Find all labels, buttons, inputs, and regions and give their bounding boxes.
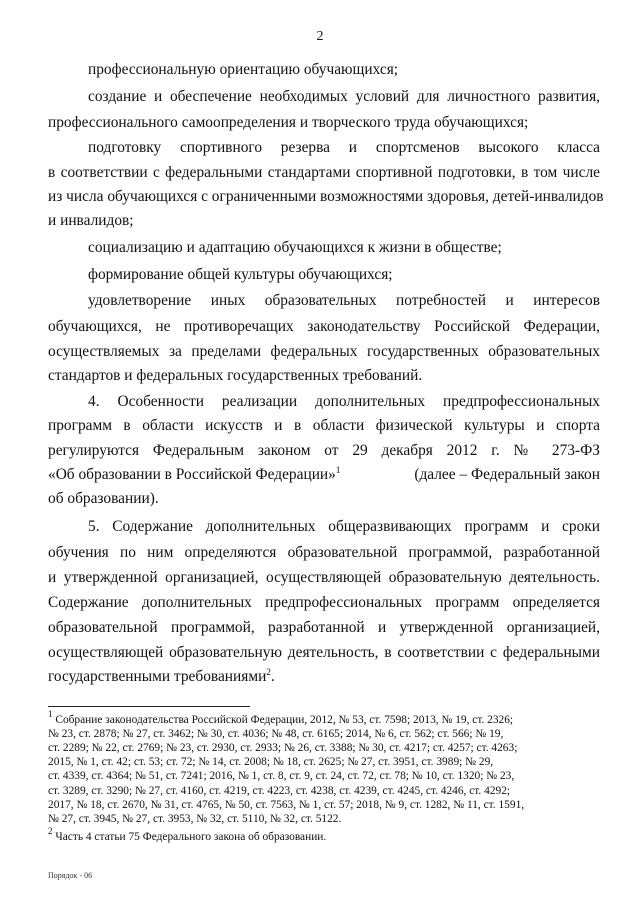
text-line: осуществляемых за пределами федеральных государственных образовательных bbox=[48, 343, 600, 360]
text-line: профессионального самоопределения и творческого труда обучающихся; bbox=[48, 114, 529, 131]
text-line: создание и обеспечение необходимых условий для личностного развития, bbox=[88, 88, 600, 105]
footnote-marker-2: 2 bbox=[48, 826, 53, 836]
footnote-1-line: № 23, ст. 2878; № 27, ст. 3462; № 30, ст. 4036; № 48, ст. 6165; 2014, № 6, ст. 562; ст. 566; № 19, bbox=[48, 728, 504, 740]
footnote-marker-1: 1 bbox=[48, 709, 53, 719]
footnote-separator bbox=[48, 706, 250, 707]
text-line: Содержание дополнительных предпрофессиональных программ определяется bbox=[48, 594, 600, 611]
text-line: подготовку спортивного резерва и спортсменов высокого класса bbox=[88, 139, 600, 156]
text-line: в соответствии с федеральными стандартами спортивной подготовки, в том числе bbox=[48, 164, 600, 181]
text-line: об образовании). bbox=[48, 490, 159, 507]
text-line: удовлетворение иных образовательных потребностей и интересов bbox=[88, 292, 600, 309]
footer-code: Порядок - 06 bbox=[48, 871, 93, 880]
footnote-1-line: ст. 2289; № 22, ст. 2769; № 23, ст. 2930, ст. 2933; № 26, ст. 3388; № 30, ст. 4217; ст. 4257; ст. 4263; bbox=[48, 742, 518, 754]
text-line: обучающихся, не противоречащих законодательству Российской Федерации, bbox=[48, 318, 600, 335]
footnote-1-line: 2015, № 1, ст. 42; ст. 53; ст. 72; № 14, ст. 2008; № 18, ст. 2625; № 27, ст. 3951, ст. 3989; № 29, bbox=[48, 756, 494, 768]
footnote-ref-1: 1 bbox=[335, 465, 341, 475]
text-line: формирование общей культуры обучающихся; bbox=[88, 266, 393, 283]
footnote-1-line: ст. 4339, ст. 4364; № 51, ст. 7241; 2016, № 1, ст. 8, ст. 9, ст. 24, ст. 72, ст. 78; № 10, ст. 1320; № 23, bbox=[48, 770, 515, 782]
law-alias-text: (далее – Федеральный закон bbox=[414, 466, 600, 483]
text-line: профессиональную ориентацию обучающихся; bbox=[88, 61, 399, 78]
footnote-1-line: ст. 3289, ст. 3290; № 27, ст. 4160, ст. 4219, ст. 4223, ст. 4238, ст. 4239, ст. 4245, ст. 4246, ст. 4292; bbox=[48, 785, 511, 797]
text-line: образовательной программой, разработанной и утвержденной организацией, bbox=[48, 619, 600, 636]
text-line: 5. Содержание дополнительных общеразвивающих программ и сроки bbox=[88, 518, 600, 535]
text-line-with-footnote: государственными требованиями$^2$. bbox=[48, 667, 275, 685]
text-line: социализацию и адаптацию обучающихся к жизни в обществе; bbox=[88, 239, 502, 256]
text-line: стандартов и федеральных государственных требований. bbox=[48, 367, 423, 384]
footnote-2-line: $^2$ Часть 4 статьи 75 Федерального закона об образовании. bbox=[48, 826, 327, 843]
page-number: 2 bbox=[316, 29, 324, 44]
footnote-ref-2: 2 bbox=[266, 667, 271, 677]
text-line: обучения по ним определяются образовательной программой, разработанной bbox=[48, 544, 600, 561]
text-line: осуществляющей образовательную деятельность, в соответствии с федеральными bbox=[48, 644, 600, 661]
text-line: и инвалидов; bbox=[48, 212, 134, 229]
text-line-with-footnote bbox=[48, 466, 600, 484]
law-title-text: «Об образовании в Российской Федерации»$^1$ bbox=[48, 465, 341, 483]
text-line: и утвержденной организацией, осуществляющей образовательную деятельность. bbox=[48, 569, 600, 586]
footnote-1-line: 2017, № 18, ст. 2670, № 31, ст. 4765, № 50, ст. 7563, № 1, ст. 57; 2018, № 9, ст. 1282, № 11, ст. 1591, bbox=[48, 799, 525, 811]
footnote-1-line: № 27, ст. 3945, № 27, ст. 3953, № 32, ст. 5110, № 32, ст. 5122. bbox=[48, 813, 342, 825]
footnote-1-line: $^1$ Собрание законодательства Российской Федерации, 2012, № 53, ст. 7598; 2013, № 19, ст. 2326; bbox=[48, 709, 514, 726]
text-line: 4. Особенности реализации дополнительных предпрофессиональных bbox=[88, 393, 600, 410]
text-line: регулируются Федеральным законом от 29 декабря 2012 г. № 273-ФЗ bbox=[48, 442, 600, 459]
text-line: программ в области искусств и в области физической культуры и спорта bbox=[48, 417, 600, 434]
text-line: из числа обучающихся с ограниченными возможностями здоровья, детей-инвалидов bbox=[48, 188, 604, 205]
